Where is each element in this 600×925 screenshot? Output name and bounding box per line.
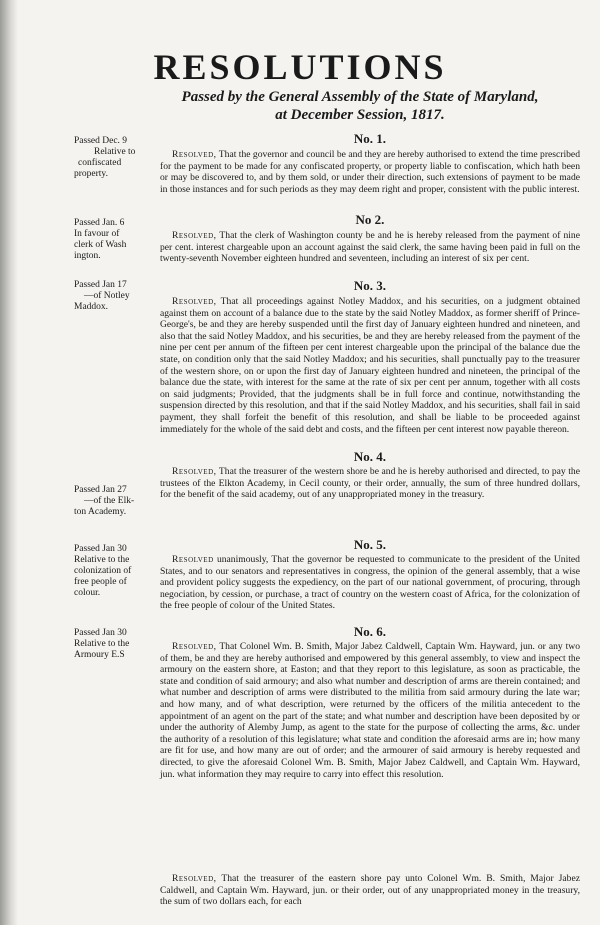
margin-note-5	[74, 544, 158, 599]
subtitle-line-1: Passed by the General Assembly of the State of Maryland,	[181, 89, 539, 105]
margin-note-line: Armoury E.S	[74, 650, 125, 660]
resolution-number-2: No 2.	[355, 212, 385, 227]
resolution-body: That the clerk of Washington county be and he is hereby released from the payment of nine per cent. interest chargeable upon an account against the said clerk, the same having been paid in full on the twenty-seventh November eighteen hundred and seventeen, including an interest of six per cent.	[160, 230, 580, 265]
resolved-word: Resolved,	[172, 641, 217, 652]
resolution-number-1: No. 1.	[353, 131, 387, 146]
resolution-number-3: No. 3.	[353, 278, 387, 293]
resolved-word: Resolved,	[172, 230, 217, 241]
resolution-text-6	[160, 641, 580, 780]
margin-note-line: Passed Jan 30	[74, 628, 127, 638]
margin-note-line: clerk of Wash	[74, 240, 127, 250]
resolved-word: Resolved,	[172, 296, 217, 307]
subtitle-line-2: at December Session, 1817.	[275, 107, 445, 123]
resolution-body: That the governor and council be and they are hereby authorised to extend the time prescribed for the payment to be made for any confiscated property, or property liable to confiscation, which hath been or may be discovered to, and by them sold, or under their direction, such extensions of payment to be made in those instances and for such periods as they may deem right and proper, consistent with the public interest.	[160, 149, 580, 195]
resolution-body: That the treasurer of the eastern shore pay unto Colonel Wm. B. Smith, Major Jabez Caldwell, and Captain Wm. Hayward, jun. or their order, out of any unappropriated money in the treasury, the sum of two dollars each, for each	[160, 873, 580, 908]
resolution-body: That the treasurer of the western shore be and he is hereby authorised and directed, to pay the trustees of the Elkton Academy, in Cecil county, or their order, annually, the sum of three hundred dollars, for the benefit of the said academy, out of any unappropriated money in the treasury.	[160, 466, 580, 501]
document-subtitle	[140, 88, 580, 124]
margin-note-2	[74, 218, 158, 262]
margin-note-line: Relative to the	[74, 639, 130, 649]
resolved-word: Resolved,	[172, 149, 217, 160]
margin-note-line: Passed Dec. 9	[74, 136, 128, 146]
resolution-body: That Colonel Wm. B. Smith, Major Jabez Caldwell, Captain Wm. Hayward, jun. or any two of them, be and they are hereby authorised and empowered by this general assembly, to view and inspect the armoury on the eastern shore, at Easton; and that they report to this legislature, as soon as practicable, the state and condition of said armoury; and also what number and description of arms are therein contained; and what number and description of arms were distributed to the militia from said armoury during the late war; and how many, and of what description, were returned by the officers of the militia antecedent to the appointment of an agent on the part of the state; and what number and description have been deposited by or under the authority of Alemby Jump, as agent to the state for the purpose of collecting the arms, &c. under the authority of a resolution of this legislature; what state and condition the aforesaid arms are in; how many are fit for use, and how many are out of order; and the armourer of said armoury is hereby requested and directed, to give the aforesaid Colonel Wm. B. Smith, Major Jabez Caldwell, and Captain Wm. Hayward, jun. what information they may require to carry into effect this resolution.	[160, 641, 580, 780]
margin-note-line: ton Academy.	[74, 507, 127, 517]
resolved-word: Resolved	[172, 554, 214, 565]
resolution-number-5: No. 5.	[353, 537, 387, 552]
margin-note-line: Passed Jan 27	[74, 485, 127, 495]
resolution-text-4	[160, 466, 580, 501]
margin-note-line: Relative to the	[74, 555, 130, 565]
resolution-text-2	[160, 230, 580, 265]
document-title: RESOLUTIONS	[153, 47, 447, 87]
margin-note-1	[74, 136, 158, 180]
resolution-text-3	[160, 296, 580, 435]
page-edge-shadow	[0, 0, 18, 925]
resolution-text-1	[160, 149, 580, 195]
margin-note-line: confiscated	[78, 158, 122, 168]
margin-note-line: Passed Jan. 6	[74, 218, 125, 228]
margin-note-line: ington.	[74, 251, 101, 261]
resolution-number-4: No. 4.	[353, 449, 387, 464]
margin-note-4	[74, 485, 158, 518]
resolved-word: Resolved,	[172, 873, 217, 884]
margin-note-line: —of the Elk-	[84, 496, 135, 506]
resolution-body: That all proceedings against Notley Maddox, and his securities, on a judgment obtained against them on account of a balance due to the state by the said Notley Maddox, as former sheriff of Prince-George's, be and they are hereby suspended until the first day of January eighteen hundred and nineteen, and also that the said Notley Maddox, and his securities, be and they are hereby released from the payment of the nine per cent per annum of the fifteen per cent interest chargeable upon the principal of the balance due the state, on condition only that the said Notley Maddox; and his securities, shall punctually pay to the treasurer of the western shore, on or upon the first day of January eighteen hundred and nineteen, the principal of the balance due the state, with interest for the same at the rate of six per cent per annum, together with all costs on said judgments; Provided, that the judgments shall be in full force and continue, notwithstanding the suspension directed by this resolution, and that if the said Notley Maddox, and his securities, shall fail in said payment, they shall forfeit the benefit of this resolution, and shall be liable to be proceeded against immediately for the whole of the said debt and costs, and the fifteen per cent interest now payable thereon.	[160, 296, 580, 435]
margin-note-line: In favour of	[74, 229, 120, 239]
resolution-body: unanimously, That the governor be requested to communicate to the president of the United States, and to our senators and representatives in congress, the opinion of the general assembly, that a wise and provident policy suggests the expediency, on the part of our national government, of procuring, through negociation, by cession, or purchase, a tract of country on the western coast of Africa, for the colonization of the free people of colour of the United States.	[160, 554, 580, 612]
margin-note-line: —of Notley	[84, 291, 130, 301]
margin-note-line: free people of	[74, 577, 127, 587]
margin-note-line: Maddox.	[74, 302, 109, 312]
margin-note-line: colonization of	[74, 566, 132, 576]
margin-note-line: Passed Jan 30	[74, 544, 127, 554]
margin-note-line: property.	[74, 169, 108, 179]
resolution-text-5	[160, 554, 580, 612]
resolution-number-6: No. 6.	[353, 624, 387, 639]
margin-note-line: colour.	[74, 588, 101, 598]
resolved-word: Resolved,	[172, 466, 217, 477]
margin-note-line: Passed Jan 17	[74, 280, 127, 290]
resolution-text-6b	[160, 873, 580, 908]
margin-note-3	[74, 280, 158, 313]
margin-note-line: Relative to	[94, 147, 136, 157]
margin-note-6	[74, 628, 158, 661]
